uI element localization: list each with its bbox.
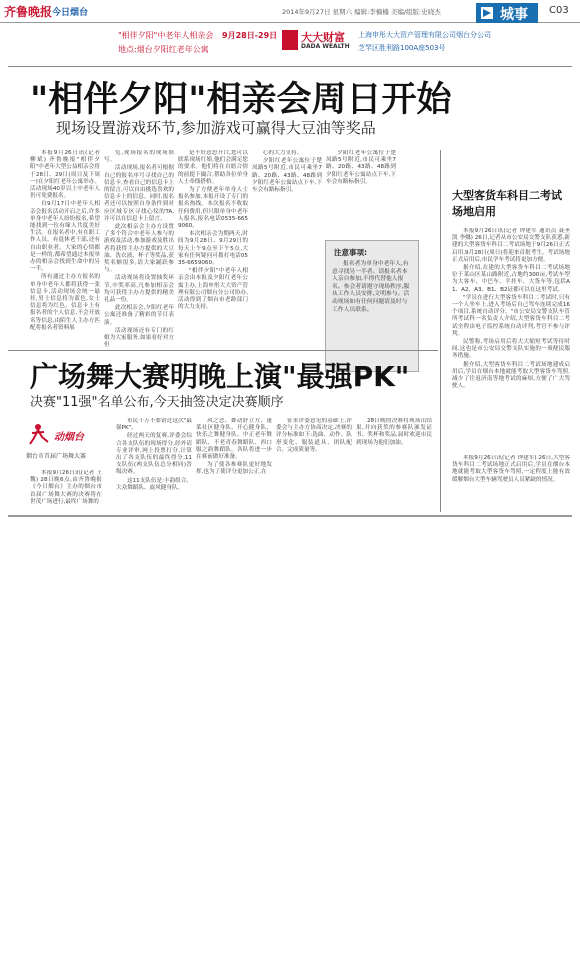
paragraph: 为了方便老年单身人士报名参加,本报开设了专门的报名热线。本次报名不收取任何费用,但只限单身中老年人报名,报名电话0535-6659060。 [178,187,248,230]
notice-box [325,240,419,372]
story1-column-1 [30,150,100,352]
side-headline: 大型客货车科目二考试场地启用 [452,189,562,218]
paragraph: 览,现场报名的现场填写。 [104,150,174,164]
paragraph: 此次相亲会,夕阳红老年公寓还准备了精彩的节目表演。 [104,305,174,326]
story2-column-1 [30,470,102,512]
paragraph: 本报9月26日讯(记者 柳斌) 齐鲁晚报"相伴夕阳"中老年大型公益相亲会将于28日、29日(周日及下周一)在夕阳红老年公寓举办。活动现场40岁以上中老年人仍可免费报名。 [30,150,100,200]
section-tab [476,3,538,23]
paragraph: 28日晚的决赛将现场出结果,并向获奖的参赛队颁发证书、奖杯和奖品,届时欢迎市民到现场为他们加油。 [356,418,432,446]
notice-body: 报名者为单身中老年人,有意寻找另一半者。请报名者本人亲自参加,不得代替他人报名。参会者请遵守现场秩序,服从工作人员安排,文明参与。活动现场如有任何问题请及时与工作人员联系。 [332,261,410,313]
edition-name: 今日烟台 [52,8,89,18]
paragraph: 夕阳红老年公寓位于楚凤路5号附近,市民可乘坐7路、20路、43路、48路到夕阳红老年公寓站点下车,下车会有路标指引。 [326,150,396,185]
logo-caption: 烟台市首届广场舞大赛 [26,453,87,460]
paragraph: 夕阳红老年公寓位于楚凤路5号附近,市民可乘坐7路、20路、43路、48路到夕阳红老年公寓站点下车,下车会有路标指引。 [252,158,322,194]
paragraph: 经过两天的复赛,评委会综合各支队伍的现场得分,经外请专业评审,网上投票打分,计算出了各支队伍的最终得分,11支队伍(两支队伍总分相同)晋级决赛。 [116,433,192,476]
story2-column-5 [356,418,432,512]
paragraph: 征求评委意见的基础上,评委会与主办方协商决定,决赛的评分标准如下:选曲、动作、队形变化、服装道具、团队配合、完成质量等。 [276,418,352,453]
logo-mark-icon [282,30,298,50]
paragraph: 本次相亲会为期两天,时间为9月28日、9月29日的每天上午9点至下午5点,大家有任何疑问可拨打电话0535-6659060。 [178,231,248,267]
story2-column-2 [116,418,192,512]
event-logo [18,420,106,460]
story1-column-2 [104,150,174,352]
paragraph: 为了使各参赛队更好地发挥,也为了使评分更加公正,在 [196,462,272,476]
page-header [0,0,580,23]
logo-text: 动烟台 [54,432,84,443]
advertisement-banner [110,24,505,64]
paragraph: 所有通过主办方报名的单身中老年人都将获得一张信息卡,活动现场会统一悬挂,男士信息将为蓝色,女士信息将为红色。信息卡上有报名者的个人信息,不会开放名等信息,由陌生人主办方匹配将报名者资料展 [30,274,100,331]
story1-column-4 [252,150,322,352]
story1-subheadline: 现场设置游戏环节,参加游戏可赢得大豆油等奖品 [56,119,376,137]
story2-column-3 [196,418,272,512]
paragraph: 市民千万不要错过这次"最强PK"。 [116,418,192,432]
issue-meta: 2014年9月27日 星期六 编辑:李楠楠 美编/组版:史晓杰 [282,8,441,16]
paragraph: 本报9月26日讯(记者 钟建军) 26日,大型客货车科目二考试场地正式启用后,学员在烟台本地就能考取大型客货车驾照,一定程度上能有效缓解烟台大型车辆驾驶员人员紧缺的情况。 [452,455,570,483]
paragraph: 是不好意思开口,您可以联系现场红娘,他们会满足您的要求。他们将在自愿合情的前提下撮合,帮助各位单身人士牵线搭桥。 [178,150,248,185]
paragraph: 本报9月26日讯(记者 钟建军 通讯员 聂圣凯 李娜) 26日,记者从市公安局交警支队获悉,新建的大型客货车科目二考试场地于9月26日正式启用,9月28日(周日)将迎来首批考生。考试场地正式启用后,市民学车考试将更加方便。 [452,228,570,263]
paragraph: 自9月17日中老年人相亲会报名活动开启之后,许多单身中老年人纷纷报名,希望能找到一位有缘人共度美好生活。在报名者中,有在职工作人员、有退休老干部,还有自由职业者。大家的心情都是一样的,都希望通过本报举办的相亲会找到生命中的另一半。 [30,201,100,273]
page-number: C03 [549,5,569,16]
divider [8,66,572,67]
side-story-body [452,228,570,424]
bookmark-icon [480,6,494,20]
ad-logo-cn: 大大财富 [301,31,345,44]
paragraph: 据介绍,在建的大型客货车科目二考试场地位于莱山区某山路附近,占地约300亩,考试车型为大客车、中巴车、半挂车、大货车等,包括A1、A2、A3、B1、B2证都可以在这里考试。 [452,265,570,293]
paragraph: 这11支队伍是:丰韵组合、大众舞蹈队、旋风健身队、 [116,477,192,491]
paragraph: 心的大力支持。 [263,150,303,156]
masthead: 齐鲁晚报 [4,5,53,19]
ad-logo [282,28,352,54]
ad-company: 上海申彤大大资产管理有限公司烟台分公司 [358,31,491,39]
ad-logo-en: DADA WEALTH [301,43,350,50]
paragraph: 此次相亲会主办方设置了多个符合中老年人参与的游戏及活动,参加游戏及胜出者将获得主办方提供的大豆油、洗衣液、杯子等奖品,获奖名额很多,请大家踊跃参与。 [104,224,174,274]
column-rule [440,150,441,512]
section-label: 城事 [500,7,528,23]
ad-address: 芝罘区胜利路100A座503号 [358,44,446,52]
story2-subheadline: 决赛"11强"名单公布,今天抽签决定决赛顺序 [30,395,284,410]
story1-column-5 [326,150,396,235]
story2-headline: 广场舞大赛明晚上演"最强PK" [30,360,410,393]
paragraph: 活动现场还有专门的红娘为大家服务,如果看好对方但 [104,327,174,349]
ad-date: 9月28日-29日 [222,31,278,40]
ad-line-1: "相伴夕阳"中老年人相亲会 [118,31,214,40]
paragraph: 活动现场将设置抽奖环节,中奖率高,凡参加相亲会均可获得主办方提供的精美礼品一份。 [104,275,174,304]
paragraph: "学员在进行大型客货车科目二考试时,只有一个人坐车上,进入考场后自己驾车连续完成16个项目,系统自动评分。"市公安局交警支队车管所考试科一名负责人介绍,大型客货车科目二考试全程由电子监控系统自动评判,考官不参与评判。 [452,294,570,337]
bottom-divider [8,515,572,517]
divider [8,350,438,351]
paragraph: 民警称,考场启用后将大大缩短考试等待时间,这也是市公安局交警支队实施的一项便民服务措施。 [452,339,570,360]
dancer-icon [24,422,52,446]
paragraph: 活动现场,报名者可根据自己的报名序号寻找自己的信息卡,查看自己的信息卡上的留言,可以自由挑选喜欢的信息卡上的信息。同时,报名者还可以按照自身条件到对应区域专区寻找心仪的TA,并可以在信息卡上留言。 [104,165,174,222]
story2-column-4 [276,418,352,512]
paragraph: 风之恋、舞动舒立方、蓬莱社区健身队、开心健身队、快乐之舞健身队、中正老年舞蹈队、不老青春舞蹈队、西口服之韵舞蹈队。各队将进一步在赛前做好准备。 [196,418,272,461]
story1-column-3 [178,150,248,352]
ad-line-2: 地点:烟台夕阳红老年公寓 [118,45,209,54]
paragraph: "相伴夕阳"中老年人相亲会由本报及夕阳红老年公寓主办,上海申彤大大资产管理有限公司烟台分公司协办,活动得到了烟台市老龄部门的大力支持。 [178,268,248,311]
story1-headline: "相伴夕阳"相亲会周日开始 [30,80,452,120]
side-story-lower [452,455,570,510]
paragraph: 据介绍,大型客货车科目二考试场地建成启用后,学员在烟台本地就能考取大型客货车驾照,减少了往返济南等地考试的麻烦,方便了广大驾驶人。 [452,361,570,390]
paragraph: 本报9月26日讯(记者 王魏) 28日晚6点,由齐鲁晚报《今日烟台》主办的烟台市首届广场舞大赛的决赛将在世茂广场进行,最终广场舞的 [30,470,102,505]
notice-title: 注意事项: [334,248,367,257]
